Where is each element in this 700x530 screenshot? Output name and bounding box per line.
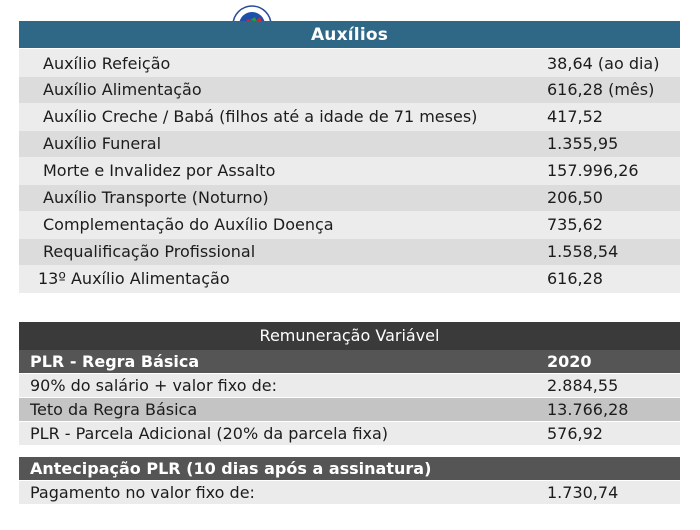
table-row (19, 398, 680, 421)
row-label: PLR - Parcela Adicional (20% da parcela fixa) (30, 424, 389, 443)
remuneracao-title: Remuneração Variável (19, 322, 680, 350)
table-row (19, 77, 680, 103)
row-value: 417,52 (547, 107, 603, 126)
row-value: 576,92 (547, 424, 603, 443)
row-label: Pagamento no valor fixo de: (30, 483, 255, 502)
row-label: Auxílio Refeição (43, 54, 171, 73)
row-label: Teto da Regra Básica (30, 400, 198, 419)
row-label: Antecipação PLR (10 dias após a assinatura) (30, 459, 432, 478)
table-row (19, 185, 680, 211)
row-value: 2.884,55 (547, 376, 619, 395)
table-row (19, 158, 680, 184)
row-value: 206,50 (547, 188, 603, 207)
table-row (19, 374, 680, 397)
row-value: 1.355,95 (547, 134, 619, 153)
row-value: 1.558,54 (547, 242, 619, 261)
table-row (19, 481, 680, 504)
table-row (19, 51, 680, 77)
table-row (19, 212, 680, 238)
row-value: 1.730,74 (547, 483, 619, 502)
row-value: 616,28 (547, 269, 603, 288)
row-value: 38,64 (ao dia) (547, 54, 660, 73)
row-label: Auxílio Transporte (Noturno) (43, 188, 269, 207)
row-value: 2020 (547, 352, 592, 371)
row-value: 735,62 (547, 215, 603, 234)
row-value: 157.996,26 (547, 161, 639, 180)
table-row (19, 104, 680, 130)
row-label: Auxílio Funeral (43, 134, 162, 153)
table-row (19, 422, 680, 445)
row-label: Requalificação Profissional (43, 242, 256, 261)
row-label: Complementação do Auxílio Doença (43, 215, 334, 234)
row-value: 13.766,28 (547, 400, 629, 419)
row-value: 616,28 (mês) (547, 80, 655, 99)
row-label: Auxílio Alimentação (43, 80, 202, 99)
row-label: 13º Auxílio Alimentação (38, 269, 230, 288)
row-label: PLR - Regra Básica (30, 352, 200, 371)
auxilios-title: Auxílios (19, 21, 680, 48)
row-label: Auxílio Creche / Babá (filhos até a idade de 71 meses) (43, 107, 478, 126)
plr-section-header (19, 350, 680, 373)
table-row (19, 131, 680, 157)
antecipacao-section-header (19, 457, 680, 480)
row-label: Morte e Invalidez por Assalto (43, 161, 276, 180)
auxilios-table (19, 49, 680, 293)
row-label: 90% do salário + valor fixo de: (30, 376, 277, 395)
table-row (19, 266, 680, 292)
table-row (19, 239, 680, 265)
